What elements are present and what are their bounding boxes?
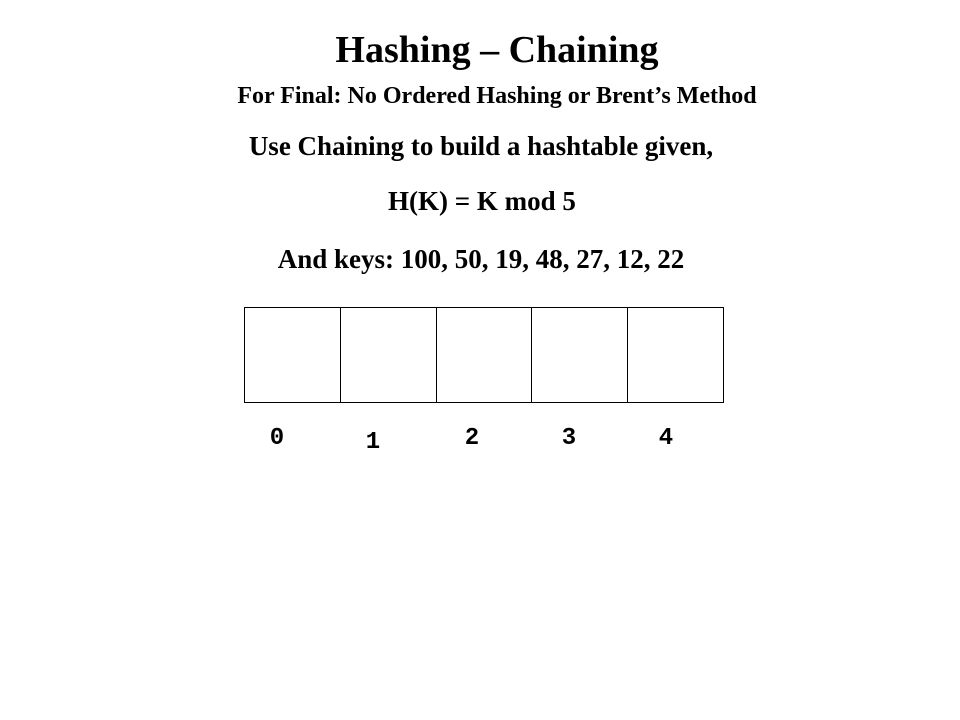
hashtable-slot-0 — [245, 308, 341, 402]
instruction-line: Use Chaining to build a hashtable given, — [248, 131, 714, 161]
hashtable-slot-3 — [532, 308, 628, 402]
hashtable-slot-4 — [628, 308, 723, 402]
slide-title: Hashing – Chaining — [335, 29, 659, 71]
slot-index-2: 2 — [464, 425, 480, 452]
slot-index-3: 3 — [561, 425, 577, 452]
hash-function: H(K) = K mod 5 — [388, 186, 576, 216]
slot-index-1: 1 — [365, 429, 381, 456]
keys-list: And keys: 100, 50, 19, 48, 27, 12, 22 — [277, 244, 685, 274]
hashtable-slot-1 — [341, 308, 437, 402]
hashtable-array — [244, 307, 724, 403]
slot-index-4: 4 — [658, 425, 674, 452]
slot-index-0: 0 — [269, 425, 285, 452]
slide-subtitle: For Final: No Ordered Hashing or Brent’s Method — [237, 83, 757, 109]
hashtable-slot-2 — [437, 308, 533, 402]
